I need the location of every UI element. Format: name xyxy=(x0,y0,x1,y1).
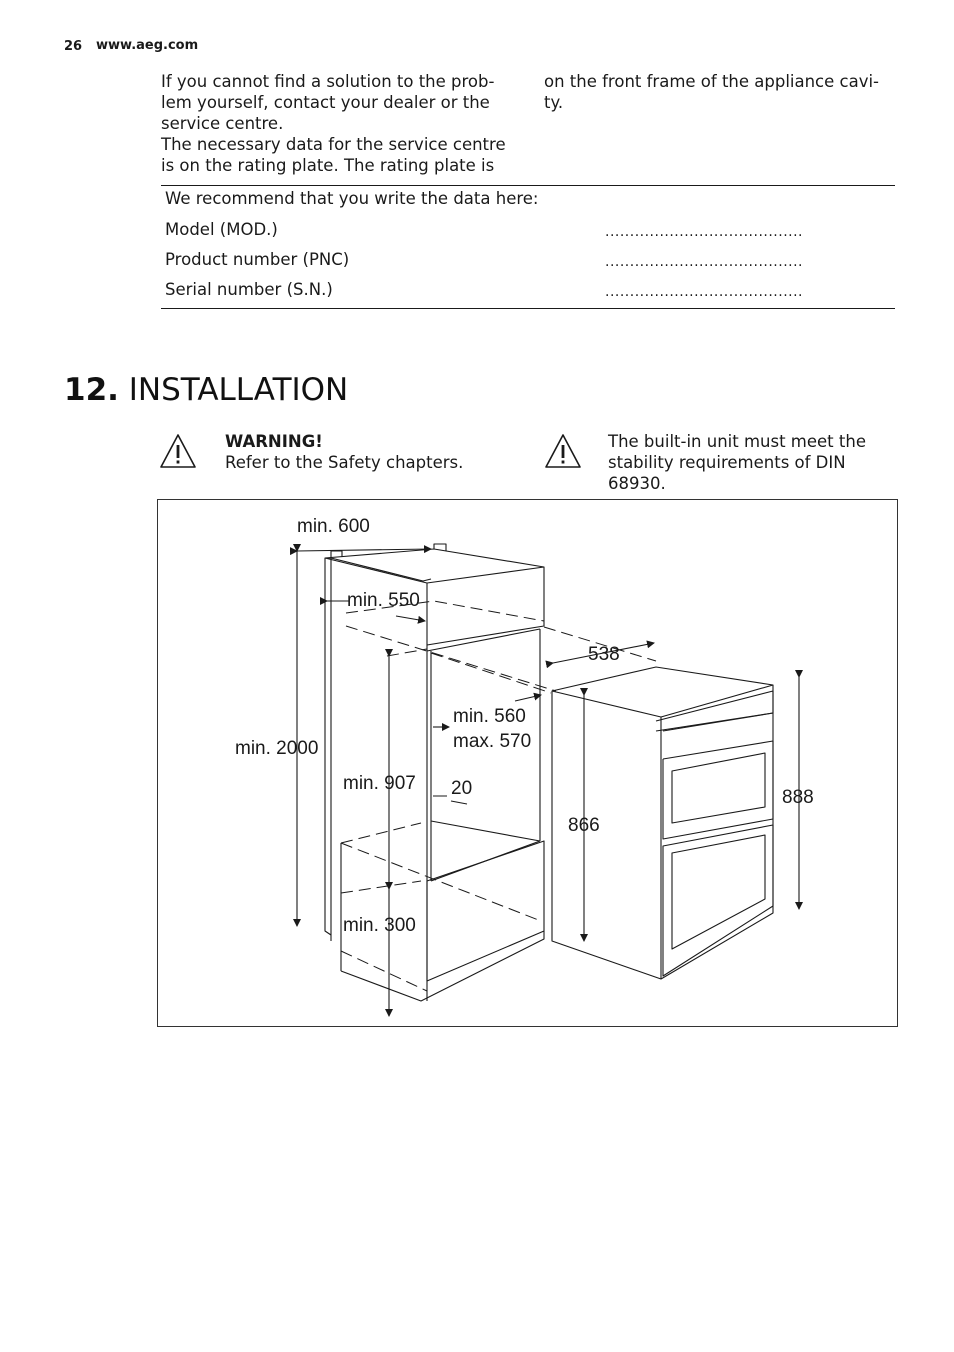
intro-column-right xyxy=(544,71,904,113)
oven-lower-window xyxy=(672,835,765,949)
caution-icon xyxy=(544,433,582,473)
section-name: INSTALLATION xyxy=(128,372,349,408)
label-min-300: min. 300 xyxy=(343,915,416,936)
section-number: 12. xyxy=(64,372,119,408)
text-line: The built-in unit must meet the xyxy=(608,432,866,451)
warning-title: WARNING! xyxy=(225,432,323,451)
label-866: 866 xyxy=(568,815,600,836)
text-line: If you cannot find a solution to the prob- xyxy=(161,72,495,91)
section-title xyxy=(64,372,348,408)
table-top-rule xyxy=(161,185,895,186)
label-min-560: min. 560 xyxy=(453,706,526,727)
table-heading: We recommend that you write the data here: xyxy=(165,189,539,208)
cabinet-side-panel xyxy=(325,558,331,935)
warning-text: Refer to the Safety chapters. xyxy=(225,453,464,472)
table-row-label: Serial number (S.N.) xyxy=(165,280,333,299)
label-538: 538 xyxy=(588,644,620,665)
text-line: The necessary data for the service centre xyxy=(161,135,506,154)
text-line: ty. xyxy=(544,93,564,112)
table-bottom-rule xyxy=(161,308,895,309)
warning-icon xyxy=(159,433,197,473)
page-number: 26 xyxy=(64,39,83,54)
intro-column-left xyxy=(161,71,521,176)
text-line: on the front frame of the appliance cavi- xyxy=(544,72,880,91)
warning-block xyxy=(225,431,525,473)
lower-compartment xyxy=(427,841,544,981)
text-line: stability requirements of DIN xyxy=(608,453,846,472)
label-min-907: min. 907 xyxy=(343,773,416,794)
installation-drawing xyxy=(158,500,899,1028)
text-line: service centre. xyxy=(161,114,284,133)
label-min-2000: min. 2000 xyxy=(235,738,319,759)
table-row-label: Model (MOD.) xyxy=(165,220,278,239)
text-line: is on the rating plate. The rating plate is xyxy=(161,156,495,175)
label-min-550: min. 550 xyxy=(347,590,420,611)
installation-diagram xyxy=(157,499,898,1027)
label-max-570: max. 570 xyxy=(453,731,532,752)
table-row-value: ........................................ xyxy=(605,284,804,300)
table-row-label: Product number (PNC) xyxy=(165,250,350,269)
website-url: www.aeg.com xyxy=(96,38,199,53)
text-line: lem yourself, contact your dealer or the xyxy=(161,93,490,112)
label-min-600: min. 600 xyxy=(297,516,370,537)
table-row-value: ........................................ xyxy=(605,224,804,240)
label-888: 888 xyxy=(782,787,814,808)
table-row-value: ........................................ xyxy=(605,254,804,270)
oven-upper-window xyxy=(672,753,765,823)
label-20: 20 xyxy=(451,778,473,799)
text-line: 68930. xyxy=(608,474,666,493)
stability-notice xyxy=(608,431,898,494)
